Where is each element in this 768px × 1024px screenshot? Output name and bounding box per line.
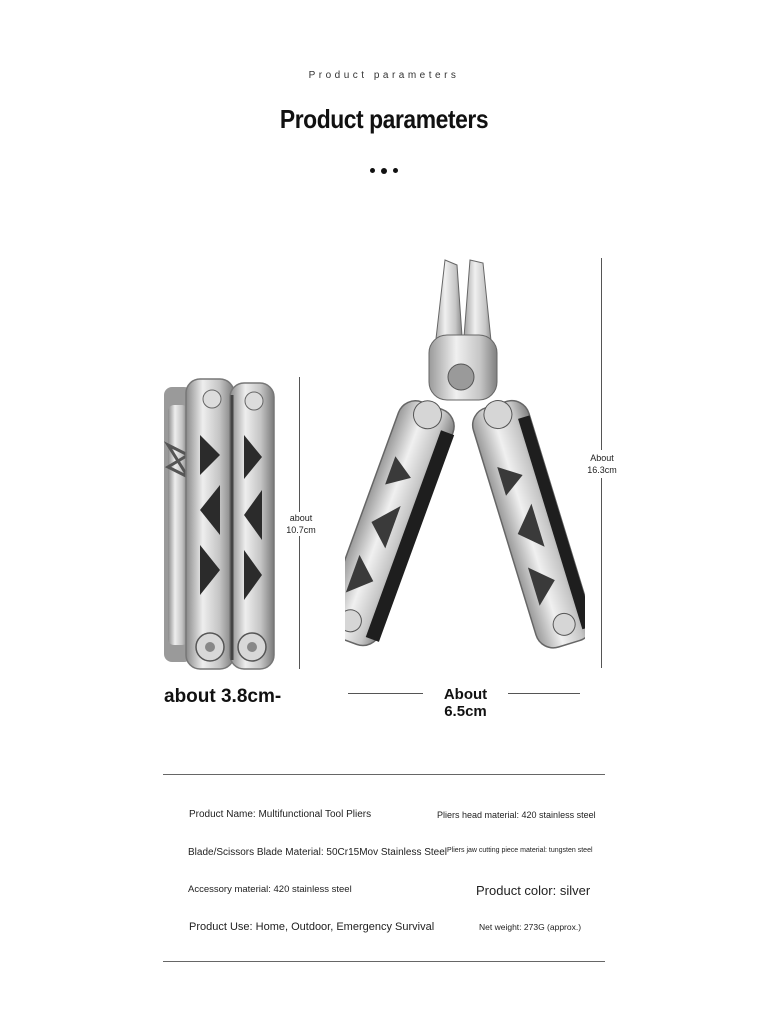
open-width-label: About 6.5cm bbox=[443, 686, 488, 720]
folded-width-label: about 3.8cm- bbox=[164, 686, 282, 707]
folded-height-label: about 10.7cm bbox=[282, 512, 320, 536]
spec-bottom-divider bbox=[163, 961, 605, 962]
spec-pliers-head-material: Pliers head material: 420 stainless steel bbox=[437, 810, 596, 820]
page-title: Product parameters bbox=[279, 104, 489, 134]
section-eyebrow: Product parameters bbox=[308, 70, 460, 81]
spec-accessory-material: Accessory material: 420 stainless steel bbox=[188, 884, 352, 895]
open-height-label: About 16.3cm bbox=[584, 450, 620, 478]
spec-jaw-cutting-material: Pliers jaw cutting piece material: tungsten steel bbox=[447, 847, 593, 854]
spec-product-name: Product Name: Multifunctional Tool Pliers bbox=[189, 809, 372, 820]
open-width-line-left bbox=[348, 693, 423, 694]
spec-blade-material: Blade/Scissors Blade Material: 50Cr15Mov Stainless Steel bbox=[188, 847, 448, 858]
folded-multitool-image bbox=[160, 375, 280, 675]
decorative-dots bbox=[0, 162, 768, 180]
spec-top-divider bbox=[163, 774, 605, 775]
open-multitool-image bbox=[345, 255, 585, 670]
open-width-line-right bbox=[508, 693, 580, 694]
spec-product-color: Product color: silver bbox=[476, 883, 591, 898]
spec-product-use: Product Use: Home, Outdoor, Emergency Survival bbox=[189, 921, 435, 933]
spec-net-weight: Net weight: 273G (approx.) bbox=[479, 922, 582, 932]
